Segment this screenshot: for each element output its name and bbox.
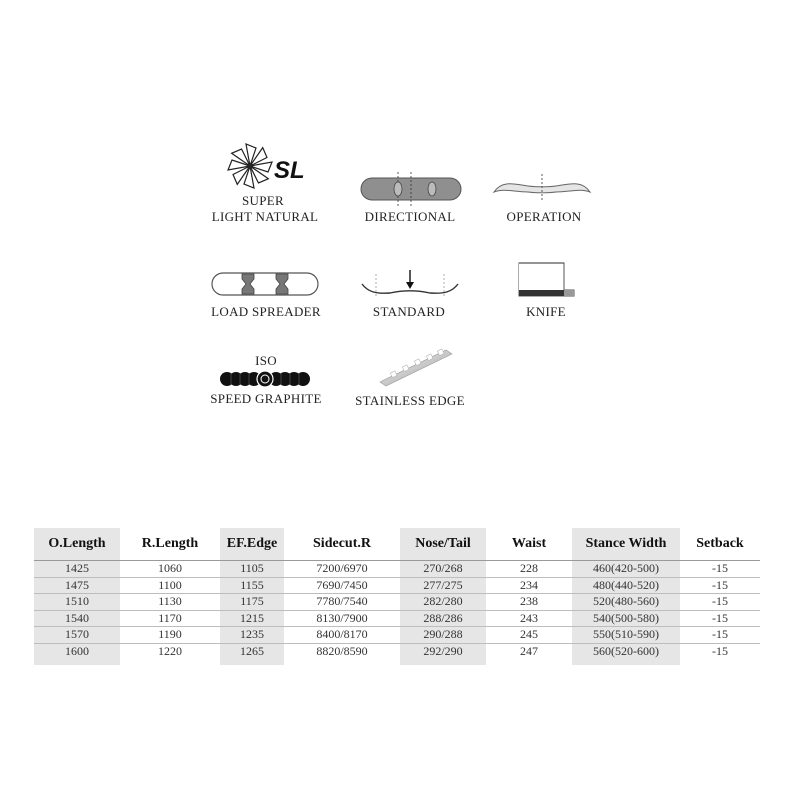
table-cell: 1130 (120, 594, 220, 611)
table-cell: 288/286 (400, 610, 486, 627)
table-cell: 1060 (120, 561, 220, 578)
feature-label-line: DIRECTIONAL (364, 209, 456, 224)
table-cell: 1170 (120, 610, 220, 627)
table-row (34, 610, 760, 627)
table-cell: 1220 (158, 643, 182, 658)
table-cell: 520(480-560) (572, 594, 680, 611)
table-cell: 1570 (34, 627, 120, 644)
table-cell: 480(440-520) (572, 577, 680, 594)
table-cell: 540(500-580) (572, 610, 680, 627)
table-cell: -15 (680, 577, 760, 594)
table-cell: 243 (486, 610, 572, 627)
table-cell: 560(520-600) (572, 643, 680, 665)
header-r-length: R.Length (141, 536, 199, 551)
table-cell: 1600 (34, 643, 120, 665)
header-nose-tail: Nose/Tail (400, 528, 486, 561)
table-cell: 1105 (220, 561, 284, 578)
sl-logo-text: SL (274, 157, 305, 184)
table-cell: -15 (680, 627, 760, 644)
table-cell: 8820/8590 (316, 643, 368, 658)
table-cell: -15 (680, 610, 760, 627)
table-cell: 550(510-590) (572, 627, 680, 644)
table-cell: 247 (520, 643, 538, 658)
table-cell: 1215 (220, 610, 284, 627)
table-cell: 228 (486, 561, 572, 578)
table-cell: 8400/8170 (284, 627, 400, 644)
table-cell: 1235 (220, 627, 284, 644)
specs-table (34, 528, 760, 665)
feature-label-line: SUPER (242, 193, 284, 208)
header-setback: Setback (696, 536, 744, 551)
header-waist: Waist (511, 536, 547, 551)
table-cell: 1510 (34, 594, 120, 611)
table-row (34, 561, 760, 578)
table-header-row (34, 528, 760, 561)
directional-board-icon (358, 170, 464, 210)
table-cell: 234 (486, 577, 572, 594)
table-cell: 8130/7900 (284, 610, 400, 627)
stainless-edge-strip-icon (376, 346, 454, 388)
table-row (34, 643, 760, 665)
load-spreader-board-icon (210, 270, 320, 298)
table-cell: -15 (680, 594, 760, 611)
table-cell: 7200/6970 (284, 561, 400, 578)
feature-label-line: KNIFE (526, 304, 566, 319)
feature-label-line: LOAD SPREADER (211, 304, 321, 319)
feature-label-line: SPEED GRAPHITE (210, 391, 322, 406)
header-stance-width: Stance Width (572, 528, 680, 561)
table-cell: 1540 (34, 610, 120, 627)
table-row (34, 577, 760, 594)
table-cell: 1155 (220, 577, 284, 594)
feature-label-line: STAINLESS EDGE (355, 393, 465, 408)
table-cell: 7780/7540 (284, 594, 400, 611)
table-cell: 292/290 (400, 643, 486, 665)
table-cell: 238 (486, 594, 572, 611)
table-cell: 290/288 (400, 627, 486, 644)
table-cell: 245 (486, 627, 572, 644)
table-cell: 270/268 (400, 561, 486, 578)
table-cell: 7690/7450 (284, 577, 400, 594)
knife-edge-icon (516, 260, 578, 302)
iso-graphite-dots-icon (218, 370, 312, 388)
table-cell: 1100 (120, 577, 220, 594)
feature-label-line: OPERATION (506, 209, 582, 224)
table-cell: 277/275 (400, 577, 486, 594)
header-ef-edge: EF.Edge (220, 528, 284, 561)
standard-camber-icon (360, 268, 460, 300)
table-cell: -15 (680, 561, 760, 578)
table-cell: 1475 (34, 577, 120, 594)
pinwheel-sl-logo-icon (226, 142, 310, 190)
table-cell: 1425 (34, 561, 120, 578)
table-cell: -15 (712, 643, 728, 658)
header-o-length: O.Length (34, 528, 120, 561)
operation-profile-icon (492, 170, 592, 206)
table-cell: 1265 (220, 643, 284, 665)
header-sidecut-r: Sidecut.R (313, 536, 371, 551)
table-cell: 460(420-500) (572, 561, 680, 578)
table-cell: 1190 (120, 627, 220, 644)
feature-label-line: STANDARD (372, 304, 446, 319)
table-row (34, 594, 760, 611)
table-row (34, 627, 760, 644)
feature-label-line: ISO (255, 353, 277, 368)
table-cell: 1175 (220, 594, 284, 611)
feature-label-line: LIGHT NATURAL (211, 209, 319, 224)
table-cell: 282/280 (400, 594, 486, 611)
